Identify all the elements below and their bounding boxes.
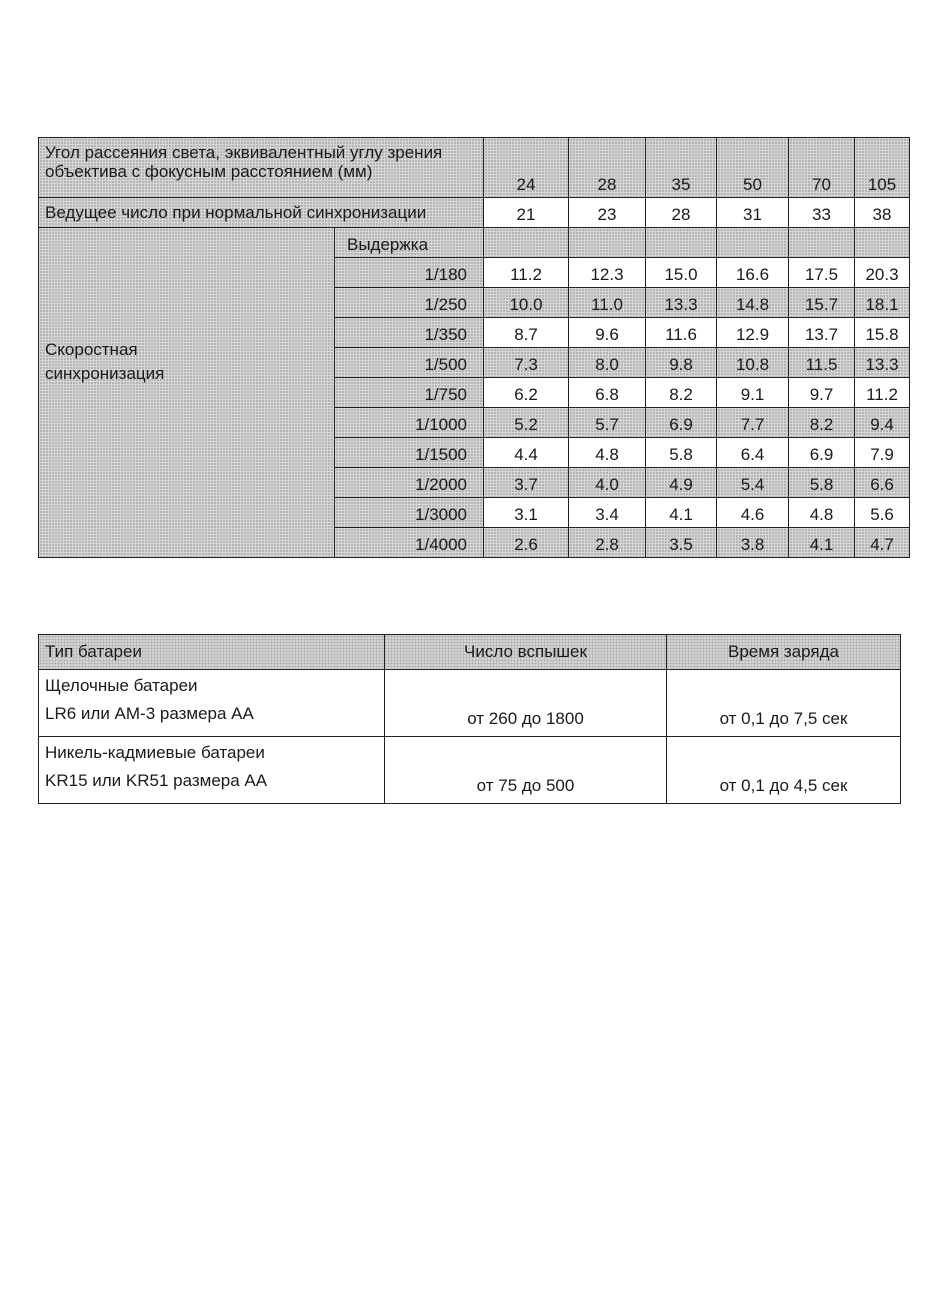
value-cell: 3.1 — [484, 498, 569, 528]
shutter-speed-cell: 1/500 — [335, 348, 484, 378]
value-cell: 6.9 — [789, 438, 855, 468]
value-cell: 20.3 — [855, 258, 910, 288]
focal-length-cell: 50 — [717, 138, 789, 198]
value-cell: 5.2 — [484, 408, 569, 438]
value-cell: 12.9 — [717, 318, 789, 348]
charge-time-header: Время заряда — [667, 635, 901, 670]
value-cell: 5.7 — [569, 408, 646, 438]
shutter-speed-cell: 1/4000 — [335, 528, 484, 558]
empty-cell — [484, 228, 569, 258]
value-cell: 6.4 — [717, 438, 789, 468]
value-cell: 5.8 — [789, 468, 855, 498]
value-cell: 5.4 — [717, 468, 789, 498]
flash-count-header: Число вспышек — [385, 635, 667, 670]
value-cell: 6.2 — [484, 378, 569, 408]
high-speed-sync-label-line2: синхронизация — [45, 364, 165, 383]
value-cell: 10.0 — [484, 288, 569, 318]
value-cell: 16.6 — [717, 258, 789, 288]
guide-label: Ведущее число при нормальной синхронизации — [39, 198, 484, 228]
value-cell: 8.0 — [569, 348, 646, 378]
guide-number-cell: 33 — [789, 198, 855, 228]
focal-length-cell: 24 — [484, 138, 569, 198]
value-cell: 5.8 — [646, 438, 717, 468]
battery-type-cell — [39, 737, 385, 804]
value-cell: 13.3 — [646, 288, 717, 318]
battery-type-header: Тип батареи — [39, 635, 385, 670]
battery-type-line2: LR6 или AM-3 размера AA — [45, 704, 254, 723]
value-cell: 4.4 — [484, 438, 569, 468]
shutter-speed-cell: 1/750 — [335, 378, 484, 408]
header-label: Угол рассеяния света, эквивалентный углу зрения объектива с фокусным расстоянием (мм) — [39, 138, 484, 198]
value-cell: 5.6 — [855, 498, 910, 528]
value-cell: 4.6 — [717, 498, 789, 528]
value-cell: 3.7 — [484, 468, 569, 498]
value-cell: 11.5 — [789, 348, 855, 378]
value-cell: 7.9 — [855, 438, 910, 468]
value-cell: 13.7 — [789, 318, 855, 348]
value-cell: 8.7 — [484, 318, 569, 348]
flash-count-cell: от 75 до 500 — [385, 737, 667, 804]
shutter-header-row — [39, 228, 910, 258]
empty-cell — [646, 228, 717, 258]
shutter-speed-cell: 1/2000 — [335, 468, 484, 498]
value-cell: 7.3 — [484, 348, 569, 378]
focal-length-cell: 35 — [646, 138, 717, 198]
value-cell: 6.6 — [855, 468, 910, 498]
value-cell: 4.8 — [569, 438, 646, 468]
shutter-speed-cell: 1/1000 — [335, 408, 484, 438]
focal-length-cell: 28 — [569, 138, 646, 198]
value-cell: 4.9 — [646, 468, 717, 498]
charge-time-cell: от 0,1 до 4,5 сек — [667, 737, 901, 804]
value-cell: 18.1 — [855, 288, 910, 318]
value-cell: 17.5 — [789, 258, 855, 288]
value-cell: 2.8 — [569, 528, 646, 558]
guide-number-cell: 31 — [717, 198, 789, 228]
shutter-header: Выдержка — [335, 228, 484, 258]
battery-type-line2: KR15 или KR51 размера AA — [45, 771, 268, 790]
value-cell: 4.0 — [569, 468, 646, 498]
value-cell: 4.1 — [789, 528, 855, 558]
value-cell: 9.7 — [789, 378, 855, 408]
value-cell: 8.2 — [646, 378, 717, 408]
value-cell: 11.2 — [484, 258, 569, 288]
value-cell: 14.8 — [717, 288, 789, 318]
charge-time-cell: от 0,1 до 7,5 сек — [667, 670, 901, 737]
value-cell: 11.6 — [646, 318, 717, 348]
value-cell: 15.8 — [855, 318, 910, 348]
shutter-speed-cell: 1/250 — [335, 288, 484, 318]
value-cell: 9.1 — [717, 378, 789, 408]
high-speed-sync-label — [39, 228, 335, 558]
battery-header-row — [39, 635, 901, 670]
value-cell: 11.2 — [855, 378, 910, 408]
value-cell: 12.3 — [569, 258, 646, 288]
empty-cell — [855, 228, 910, 258]
guide-number-cell: 28 — [646, 198, 717, 228]
battery-type-line1: Никель-кадмиевые батареи — [45, 743, 265, 762]
value-cell: 15.0 — [646, 258, 717, 288]
value-cell: 6.9 — [646, 408, 717, 438]
shutter-speed-cell: 1/180 — [335, 258, 484, 288]
high-speed-sync-label-line1: Скоростная — [45, 340, 138, 359]
guide-number-cell: 23 — [569, 198, 646, 228]
value-cell: 3.8 — [717, 528, 789, 558]
value-cell: 2.6 — [484, 528, 569, 558]
guide-number-row — [39, 198, 910, 228]
battery-row — [39, 670, 901, 737]
focal-length-cell: 105 — [855, 138, 910, 198]
value-cell: 9.8 — [646, 348, 717, 378]
battery-type-line1: Щелочные батареи — [45, 676, 198, 695]
guide-number-cell: 21 — [484, 198, 569, 228]
shutter-speed-cell: 1/1500 — [335, 438, 484, 468]
value-cell: 15.7 — [789, 288, 855, 318]
value-cell: 4.7 — [855, 528, 910, 558]
value-cell: 8.2 — [789, 408, 855, 438]
value-cell: 13.3 — [855, 348, 910, 378]
value-cell: 3.5 — [646, 528, 717, 558]
value-cell: 7.7 — [717, 408, 789, 438]
empty-cell — [789, 228, 855, 258]
empty-cell — [569, 228, 646, 258]
guide-number-cell: 38 — [855, 198, 910, 228]
battery-row — [39, 737, 901, 804]
value-cell: 3.4 — [569, 498, 646, 528]
battery-type-cell — [39, 670, 385, 737]
value-cell: 9.4 — [855, 408, 910, 438]
value-cell: 6.8 — [569, 378, 646, 408]
shutter-speed-cell: 1/3000 — [335, 498, 484, 528]
value-cell: 4.1 — [646, 498, 717, 528]
flash-count-cell: от 260 до 1800 — [385, 670, 667, 737]
value-cell: 10.8 — [717, 348, 789, 378]
value-cell: 4.8 — [789, 498, 855, 528]
shutter-speed-cell: 1/350 — [335, 318, 484, 348]
focal-length-cell: 70 — [789, 138, 855, 198]
flash-guide-table — [38, 137, 910, 558]
empty-cell — [717, 228, 789, 258]
focal-length-header-row — [39, 138, 910, 198]
battery-table — [38, 634, 901, 804]
value-cell: 11.0 — [569, 288, 646, 318]
value-cell: 9.6 — [569, 318, 646, 348]
